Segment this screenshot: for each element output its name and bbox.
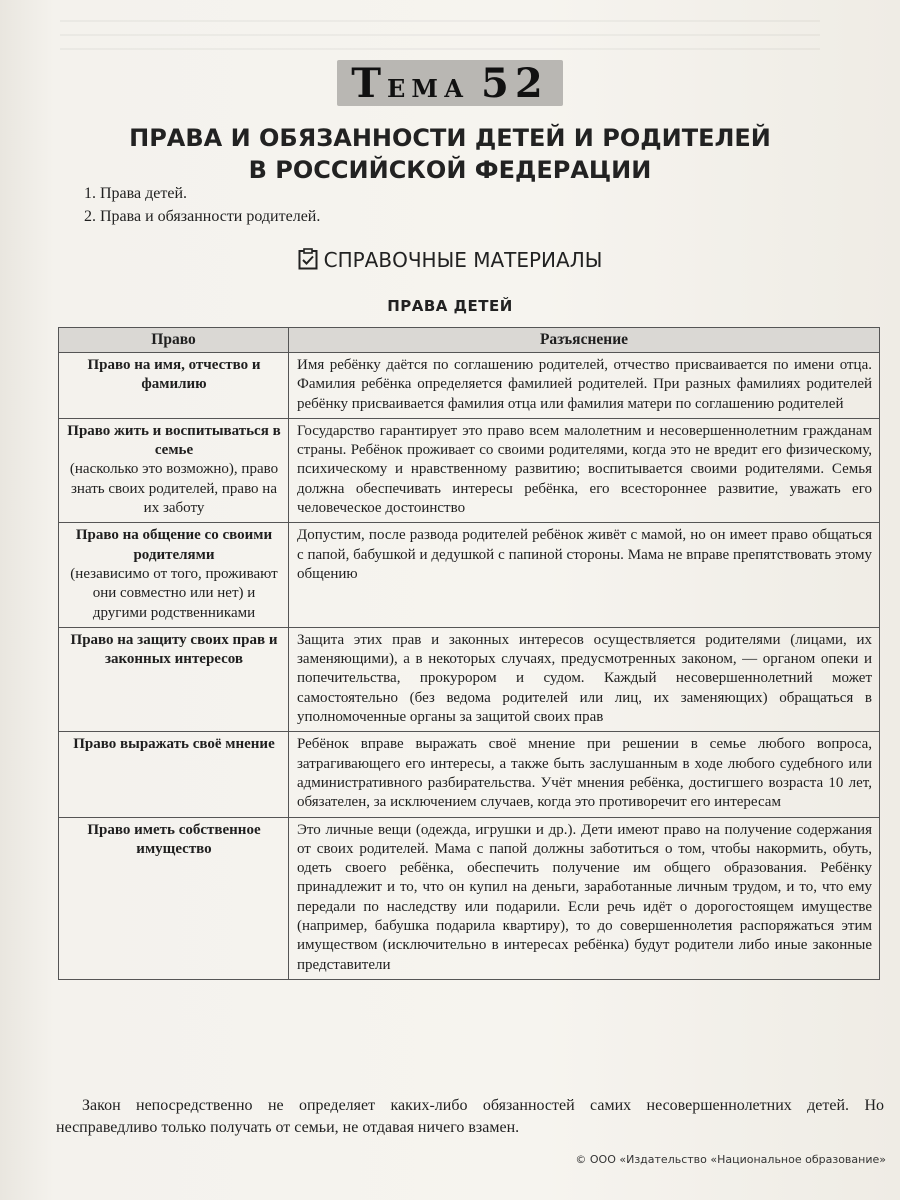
table-row	[59, 353, 880, 419]
right-name: Право на защиту своих прав и законных интересов	[70, 631, 278, 668]
table-row	[59, 627, 880, 731]
reference-heading	[0, 248, 900, 272]
column-header-explanation: Разъяснение	[289, 328, 880, 353]
page-title-line-2: В РОССИЙСКОЙ ФЕДЕРАЦИИ	[248, 156, 652, 184]
explanation-cell: Допустим, после развода родителей ребёнок живёт с мамой, но он имеет право общаться с папой, бабушкой и дедушкой с папиной стороны. Мама не вправе препятствовать этому общению	[289, 523, 880, 627]
right-cell	[59, 418, 289, 522]
topic-label	[337, 60, 562, 106]
lesson-plan	[84, 182, 320, 228]
rights-table	[58, 327, 880, 980]
table-row	[59, 418, 880, 522]
right-note: (насколько это возможно), право знать своих родителей, право на их заботу	[69, 461, 279, 517]
right-cell	[59, 627, 289, 731]
table-header-row	[59, 328, 880, 353]
table-row	[59, 523, 880, 627]
topic-header	[0, 60, 900, 106]
closing-paragraph: Закон непосредственно не определяет каких-либо обязанностей самих несовершеннолетних детей. Но несправедливо только получать от семьи, не отдавая ничего взамен.	[56, 1097, 884, 1136]
right-cell	[59, 353, 289, 419]
plan-item: 1. Права детей.	[84, 185, 187, 202]
right-cell	[59, 817, 289, 979]
table-caption: ПРАВА ДЕТЕЙ	[387, 297, 513, 315]
explanation-cell: Защита этих прав и законных интересов осуществляется родителями (лицами, их заменяющими), а в некоторых случаях, предусмотренных законом, — органом опеки и попечительства, прокурором и судом. Каждый несовершеннолетний может самостоятельно (без ведома родителей или лиц, их заменяющих) обращаться в уполномоченные органы за защитой своих прав	[289, 627, 880, 731]
topic-word-rest: ЕМА	[387, 74, 470, 103]
right-cell	[59, 523, 289, 627]
checklist-icon	[298, 248, 318, 270]
copyright-notice: © ООО «Издательство «Национальное образование»	[575, 1153, 886, 1166]
right-name: Право на общение со своими родителями	[75, 527, 273, 563]
page-title-line-1: ПРАВА И ОБЯЗАННОСТИ ДЕТЕЙ И РОДИТЕЛЕЙ	[129, 124, 771, 152]
table-row	[59, 817, 880, 979]
right-name: Право выражать своё мнение	[73, 736, 275, 753]
explanation-cell: Это личные вещи (одежда, игрушки и др.). Дети имеют право на получение содержания от своих родителей. Мама с папой должны заботиться о том, чтобы накормить, обуть, одеть своего ребёнка, обеспечить получение им общего образования. Ребёнку принадлежит и то, что он купил на деньги, заработанные личным трудом, и то, что ему передали по наследству или подарили. Если речь идёт о дорогостоящем имуществе (например, бабушка подарила квартиру), то до совершеннолетия распоряжаться этим имуществом (исключительно в интересах ребёнка) будут родители либо иные законные представители	[289, 817, 880, 979]
right-note: (независимо от того, проживают они совместно или нет) и другими родственниками	[70, 565, 278, 621]
right-name: Право иметь собственное имущество	[87, 821, 261, 857]
explanation-cell: Имя ребёнку даётся по соглашению родителей, отчество присваивается по имени отца. Фамилия ребёнка определяется фамилией родителей. При разных фамилиях родителей ребёнку присваивается фамилия отца или фамилия матери по соглашению родителей	[289, 353, 880, 419]
column-header-right: Право	[59, 328, 289, 353]
reference-heading-text: СПРАВОЧНЫЕ МАТЕРИАЛЫ	[323, 248, 603, 272]
right-cell	[59, 732, 289, 817]
plan-item: 2. Права и обязанности родителей.	[84, 208, 321, 225]
bleed-through	[60, 20, 820, 60]
right-name: Право на имя, отчество и фамилию	[87, 357, 261, 393]
page-title	[0, 122, 900, 186]
explanation-cell: Государство гарантирует это право всем малолетним и несовершеннолетним гражданам страны. Ребёнок проживает со своими родителями, когда это не вредит его физическому, психическому и нравственному развитию; воспитывается своими родителями. Семья должна обеспечивать интересы ребёнка, его всестороннее развитие, уважать его человеческое достоинство	[289, 418, 880, 522]
topic-number: 52	[481, 60, 549, 107]
table-row	[59, 732, 880, 817]
right-name: Право жить и воспитываться в семье	[67, 422, 281, 459]
explanation-cell: Ребёнок вправе выражать своё мнение при решении в семье любого вопроса, затрагивающего его интересы, а также быть заслушанным в ходе любого судебного или административного разбирательства. Учёт мнения ребёнка, достигшего возраста 10 лет, обязателен, за исключением случаев, когда это противоречит его интересам	[289, 732, 880, 817]
topic-first-letter: Т	[351, 60, 388, 107]
